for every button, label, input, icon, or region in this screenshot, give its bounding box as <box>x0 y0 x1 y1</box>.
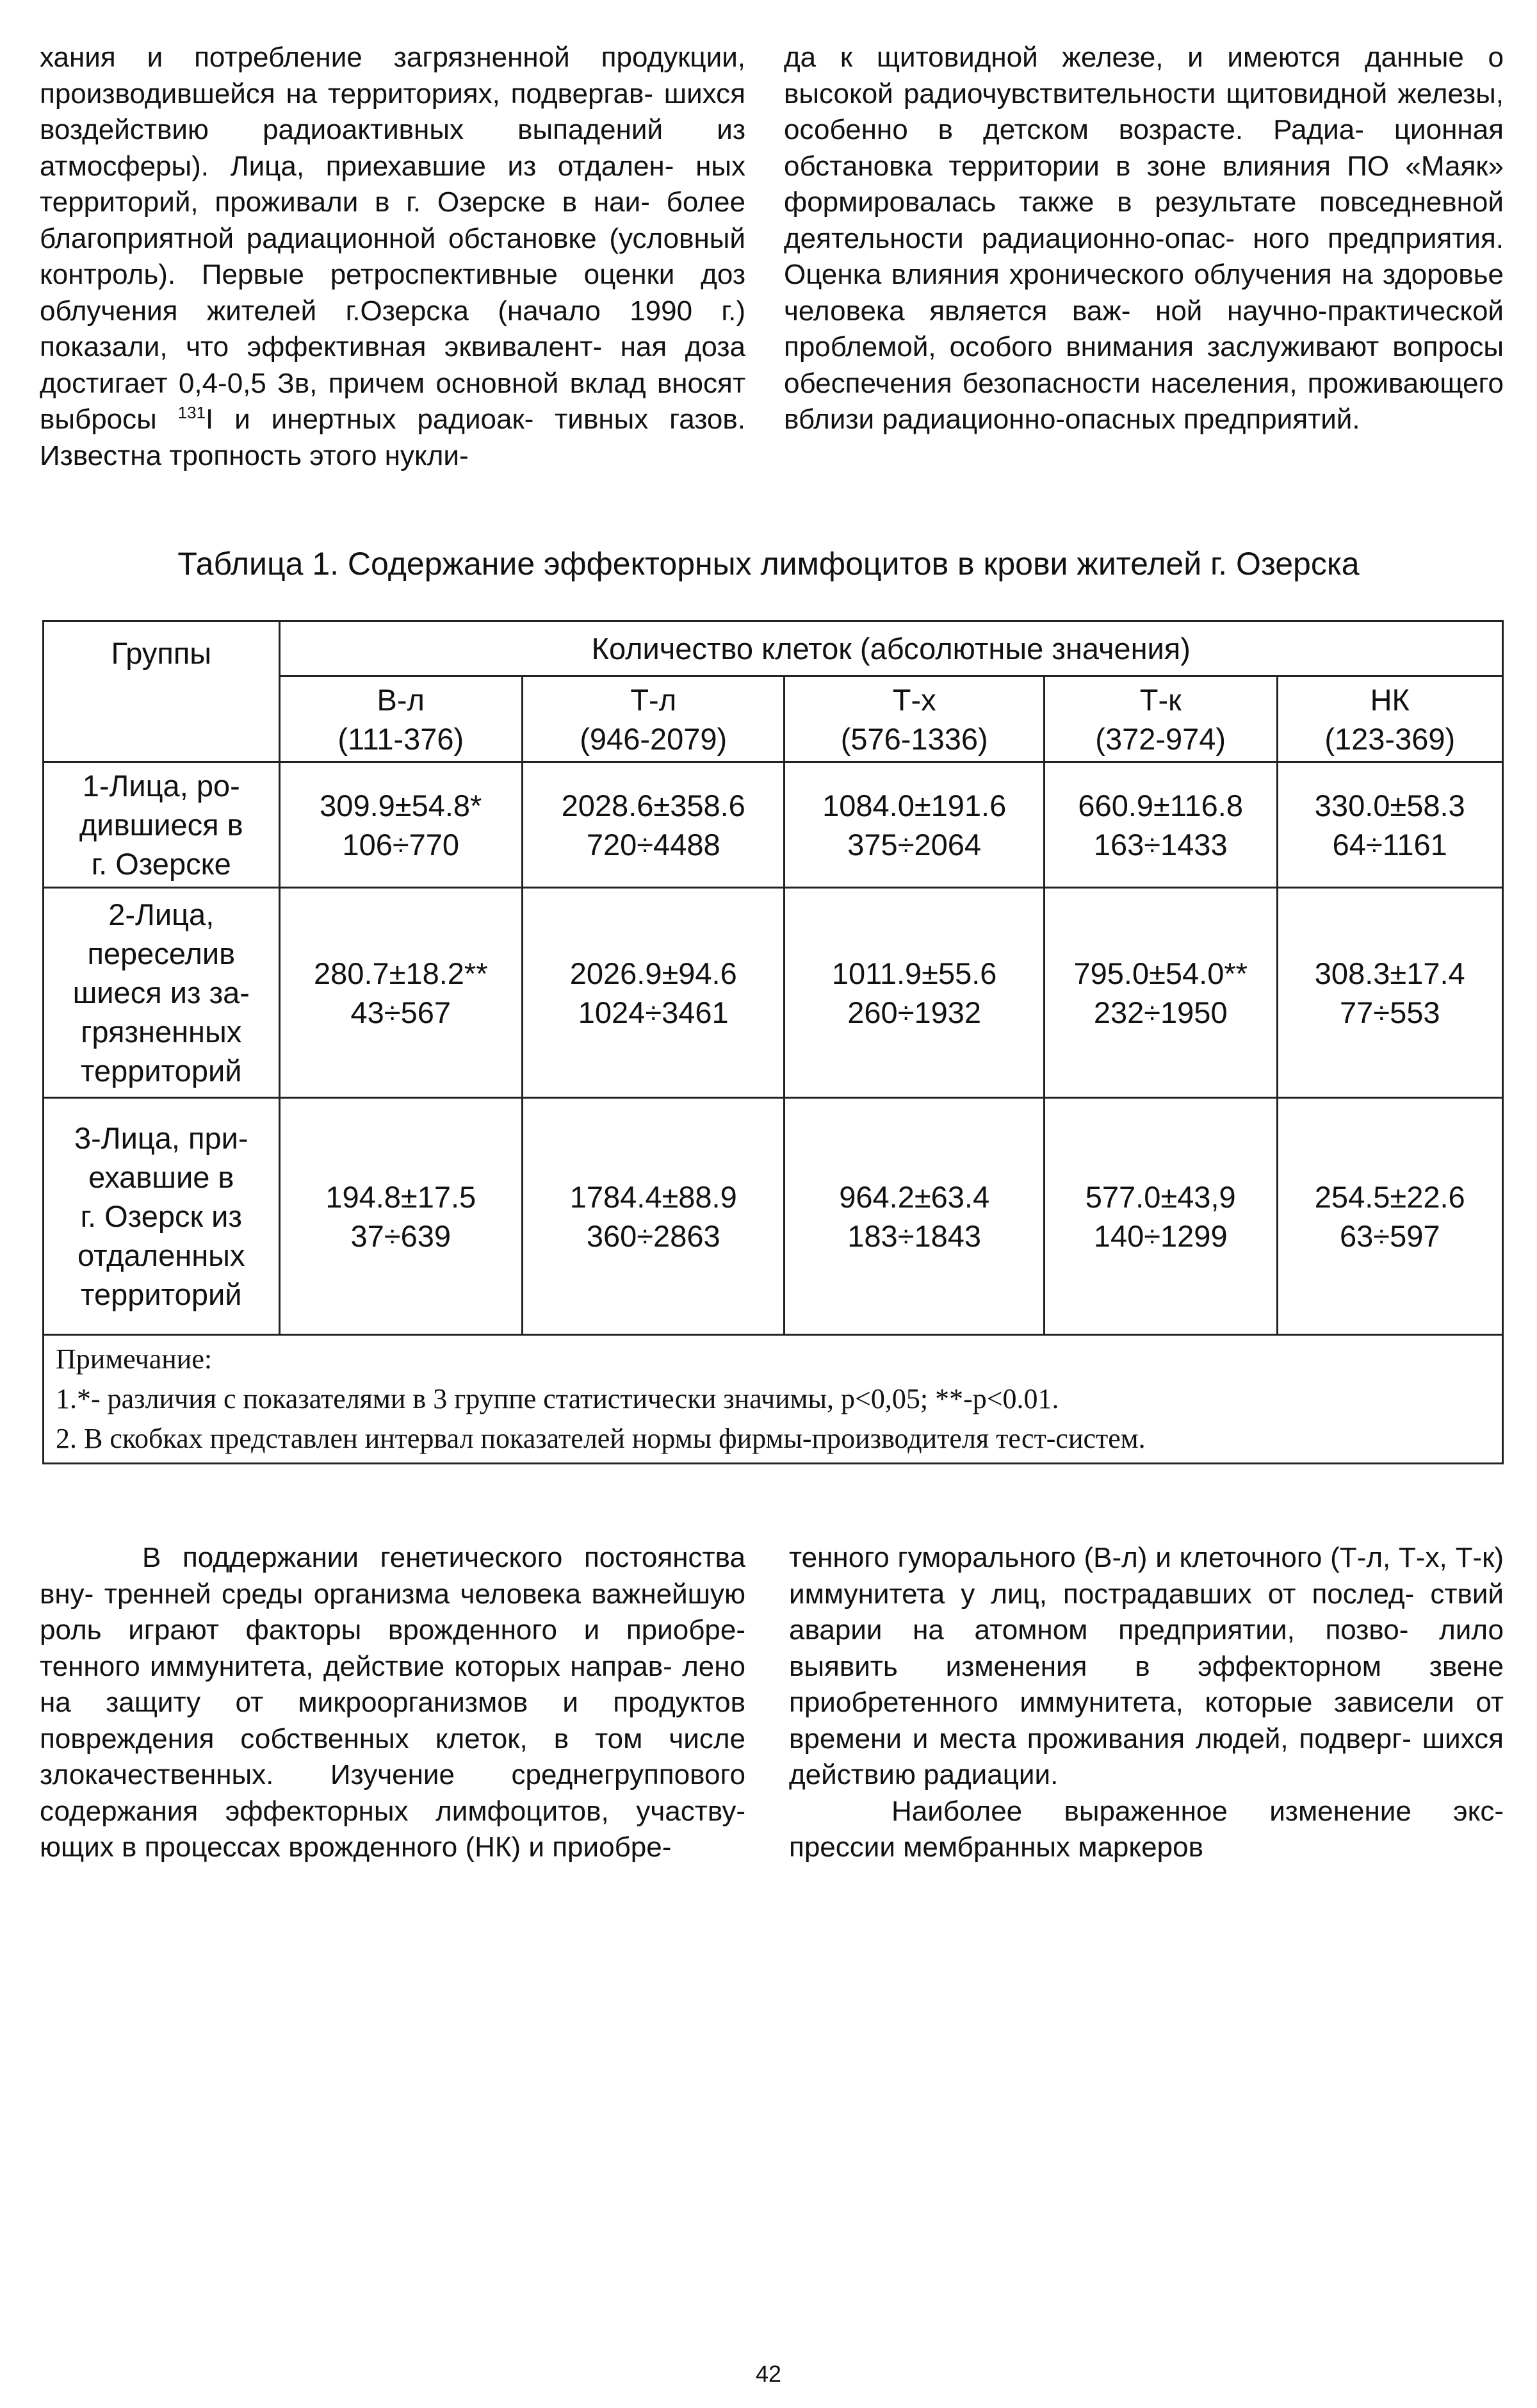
value-cell <box>1044 888 1277 1098</box>
text-line: радиационно-опасных предприятий. <box>882 404 1360 435</box>
text-line: облучения на здоровье человека является важ- <box>784 259 1504 327</box>
text-line: лено на защиту от микроорганизмов и продуктов <box>40 1650 745 1718</box>
mean-value: 795.0±54.0** <box>1073 956 1248 990</box>
range-value: 43÷567 <box>350 995 451 1029</box>
value-cell <box>523 762 785 888</box>
column-header-nk <box>1277 676 1503 762</box>
value-cell <box>785 762 1044 888</box>
group-label-line: дившиеся в <box>79 808 243 842</box>
text-line: более благоприятной радиационной обстановке <box>40 186 745 254</box>
column-header-b-lymph <box>279 676 523 762</box>
text-line: да к щитовидной железе, и имеются данные о <box>784 42 1504 73</box>
text-line: 1990 г.) показали, что эффективная эквивалент- <box>40 295 745 363</box>
mean-value: 964.2±63.4 <box>839 1179 990 1214</box>
count-header: Количество клеток (абсолютные значения) <box>279 621 1502 676</box>
text-line: тенного иммунитета, действие которых направ- <box>40 1650 672 1682</box>
mean-value: 280.7±18.2** <box>314 956 488 990</box>
range-value: 77÷553 <box>1340 995 1440 1029</box>
group-label-line: переселив <box>87 937 236 971</box>
value-cell <box>279 762 523 888</box>
value-cell <box>1277 1098 1503 1335</box>
text-line: прессии мембранных маркеров <box>789 1831 1203 1863</box>
value-cell <box>279 1098 523 1335</box>
group-label-line: территорий <box>81 1054 242 1088</box>
table-row <box>44 762 1503 888</box>
text-line: ционная обстановка территории в зоне влияния <box>784 114 1504 182</box>
range-value: 720÷4488 <box>586 827 720 862</box>
group-cell <box>44 1098 280 1335</box>
mean-value: 1011.9±55.6 <box>831 956 997 990</box>
paragraph-bottom-left <box>40 1540 745 1866</box>
text-line: содержания эффекторных лимфоцитов, участву- <box>40 1795 745 1827</box>
paragraph-bottom-right-2 <box>789 1794 1504 1866</box>
text-line: вклад вносят выбросы <box>40 367 745 435</box>
range-value: 163÷1433 <box>1093 827 1228 862</box>
text-line: высокой радиочувствительности щитовидной <box>784 78 1388 110</box>
text-line: роль играют факторы врожденного и приобре- <box>40 1614 745 1646</box>
range-value: 106÷770 <box>342 827 460 862</box>
text-column-bottom-right <box>789 1540 1504 1866</box>
text-line: ная доза достигает 0,4-0,5 Зв, причем основной <box>40 331 745 399</box>
group-label-line: грязненных <box>81 1015 242 1049</box>
table-caption: Таблица 1. Содержание эффекторных лимфоцитов в крови жителей г. Озерска <box>177 546 1360 582</box>
column-name: В-л <box>377 682 425 717</box>
paragraph-bottom-right <box>789 1540 1504 1794</box>
text-line: злокачественных. Изучение среднегруппового <box>40 1759 745 1790</box>
column-name: Т-к <box>1139 682 1182 717</box>
text-line: тренней среды организма человека важнейшую <box>104 1578 745 1610</box>
column-norm-range: (946-2079) <box>580 721 728 756</box>
text-line: тивных газов. Известна тропность этого нукли- <box>40 404 745 471</box>
column-header-t-lymph <box>523 676 785 762</box>
range-value: 37÷639 <box>350 1218 451 1253</box>
note-line: 1.*- различия с показателями в 3 группе статистически значимы, p<0,05; **-p<0.01. <box>56 1383 1059 1414</box>
range-value: 375÷2064 <box>847 827 982 862</box>
text-line: ПО «Маяк» формировалась также в результате <box>784 150 1504 218</box>
text-line: от времени и места проживания людей, подверг- <box>789 1687 1504 1755</box>
table-header-row <box>44 621 1503 676</box>
value-cell <box>785 1098 1044 1335</box>
text-line: тенного гуморального (В-л) и клеточного (Т-л, Т-х, <box>789 1542 1447 1573</box>
isotope-superscript: 131 <box>177 403 206 422</box>
text-column-top-left <box>40 40 745 474</box>
range-value: 1024÷3461 <box>578 995 729 1029</box>
range-value: 140÷1299 <box>1093 1218 1228 1253</box>
text-line: внимания заслуживают вопросы обеспечения <box>784 331 1504 399</box>
mean-value: 308.3±17.4 <box>1314 956 1465 990</box>
note-title: Примечание: <box>56 1343 213 1375</box>
text-line: лило выявить изменения в эффекторном звене <box>789 1614 1504 1682</box>
lymphocyte-table <box>42 620 1504 1464</box>
column-header-t-killer <box>1044 676 1277 762</box>
text-line: Т-к) иммунитета у лиц, пострадавших от послед- <box>789 1542 1504 1610</box>
range-value: 183÷1843 <box>847 1218 982 1253</box>
mean-value: 660.9±116.8 <box>1078 788 1243 823</box>
text-line: ных территорий, проживали в г. Озерске в наи- <box>40 150 745 218</box>
table-note-row <box>44 1335 1503 1464</box>
value-cell <box>1277 762 1503 888</box>
text-line: приобретенного иммунитета, которые зависели <box>789 1687 1454 1718</box>
text-line: ного предприятия. Оценка влияния хронического <box>784 222 1504 290</box>
text-line: железы, особенно в детском возрасте. Радиа- <box>784 78 1504 145</box>
value-cell <box>279 888 523 1098</box>
text-line: I и инертных радиоак- <box>206 404 534 435</box>
column-norm-range: (372-974) <box>1095 721 1226 756</box>
column-name: Т-л <box>630 682 677 717</box>
mean-value: 2028.6±358.6 <box>561 788 745 823</box>
column-header-t-helper <box>785 676 1044 762</box>
table-row <box>44 888 1503 1098</box>
group-cell <box>44 888 280 1098</box>
column-norm-range: (576-1336) <box>840 721 988 756</box>
text-line: повреждения собственных клеток, в том числе <box>40 1723 745 1755</box>
paragraph-top-left <box>40 40 745 474</box>
group-cell <box>44 762 280 888</box>
column-name: Т-х <box>892 682 936 717</box>
group-label-line: ехавшие в <box>88 1160 234 1194</box>
mean-value: 254.5±22.6 <box>1314 1179 1465 1214</box>
mean-value: 194.8±17.5 <box>325 1179 476 1214</box>
mean-value: 330.0±58.3 <box>1314 788 1465 823</box>
column-norm-range: (123-369) <box>1324 721 1456 756</box>
text-line: ной научно-практической проблемой, особого <box>784 295 1504 363</box>
mean-value: 2026.9±94.6 <box>569 956 737 990</box>
range-value: 232÷1950 <box>1093 995 1228 1029</box>
range-value: 360÷2863 <box>586 1218 720 1253</box>
mean-value: 1784.4±88.9 <box>569 1179 737 1214</box>
page-number: 42 <box>755 2361 782 2387</box>
group-label-line: г. Озерске <box>91 847 231 881</box>
text-column-bottom-left <box>40 1540 745 1866</box>
text-line: ствий аварии на атомном предприятии, позво- <box>789 1578 1504 1646</box>
text-line: хания и потребление загрязненной продукции, <box>40 42 745 73</box>
group-label-line: отдаленных <box>77 1238 245 1272</box>
range-value: 64÷1161 <box>1332 827 1447 862</box>
text-line: (условный контроль). Первые ретроспективные <box>40 222 745 290</box>
text-line: повседневной деятельности радиационно-опас- <box>784 186 1504 254</box>
paragraph-top-right <box>784 40 1504 438</box>
group-label-line: г. Озерск из <box>80 1199 242 1233</box>
text-line: шихся воздействию радиоактивных выпадений <box>40 78 745 145</box>
value-cell <box>1277 888 1503 1098</box>
text-line: оценки доз облучения жителей г.Озерска (начало <box>40 259 745 327</box>
group-label-line: 2-Лица, <box>108 897 215 931</box>
value-cell <box>523 888 785 1098</box>
mean-value: 309.9±54.8* <box>320 788 482 823</box>
group-label-line: 3-Лица, при- <box>74 1121 248 1155</box>
text-line: безопасности населения, проживающего вблизи <box>784 367 1504 435</box>
group-label-line: 1-Лица, ро- <box>82 769 240 803</box>
text-column-top-right <box>784 40 1504 438</box>
group-label-line: шиеся из за- <box>72 976 250 1010</box>
range-value: 260÷1932 <box>847 995 982 1029</box>
column-norm-range: (111-376) <box>337 721 464 756</box>
note-line: 2. В скобках представлен интервал показателей нормы фирмы-производителя тест-систем. <box>56 1423 1146 1454</box>
text-line: В поддержании генетического постоянства вну- <box>40 1542 745 1610</box>
value-cell <box>1044 1098 1277 1335</box>
text-line: Наиболее выраженное изменение экс- <box>891 1795 1504 1827</box>
column-name: НК <box>1370 682 1410 717</box>
groups-header: Группы <box>44 621 280 762</box>
value-cell <box>523 1098 785 1335</box>
table-note <box>44 1335 1503 1464</box>
text-line: ющих в процессах врожденного (НК) и приобре- <box>40 1831 672 1863</box>
value-cell <box>1044 762 1277 888</box>
table-row <box>44 1098 1503 1335</box>
group-label-line: территорий <box>81 1277 242 1311</box>
value-cell <box>785 888 1044 1098</box>
mean-value: 1084.0±191.6 <box>822 788 1007 823</box>
text-line: производившейся на территориях, подвергав- <box>40 78 654 110</box>
text-line: шихся действию радиации. <box>789 1723 1504 1790</box>
range-value: 63÷597 <box>1340 1218 1440 1253</box>
mean-value: 577.0±43,9 <box>1085 1179 1236 1214</box>
text-line: из атмосферы). Лица, приехавшие из отдален- <box>40 114 745 182</box>
